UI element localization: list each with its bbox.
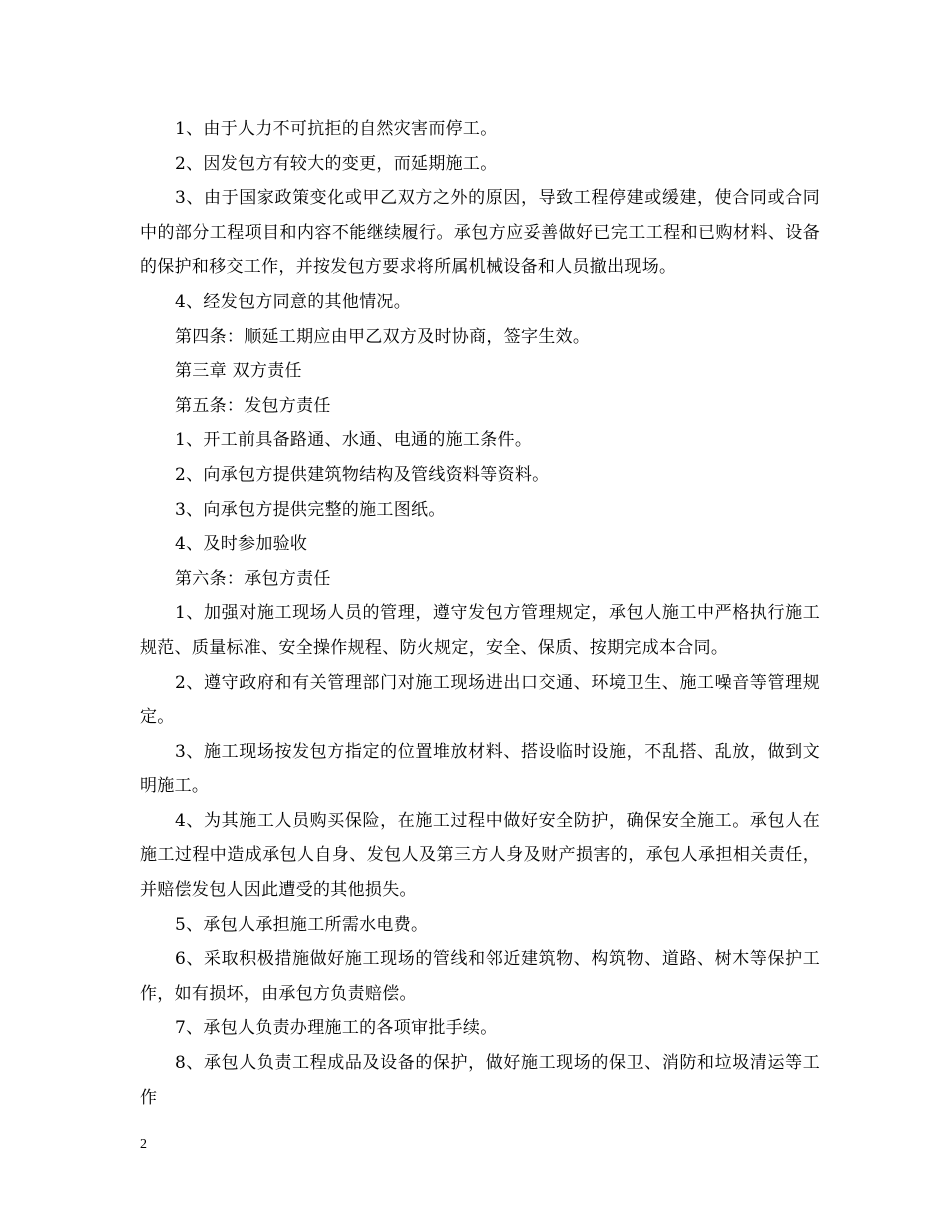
document-body — [140, 112, 820, 1115]
page-number: 2 — [140, 1137, 147, 1152]
paragraph: 8、承包人负责工程成品及设备的保护，做好施工现场的保卫、消防和垃圾清运等工作 — [140, 1053, 820, 1108]
paragraph: 5、承包人承担施工所需水电费。 — [175, 914, 429, 935]
paragraph: 1、加强对施工现场人员的管理，遵守发包方管理规定，承包人施工中严格执行施工规范、质量标准、安全操作规程、防火规定，安全、保质、按期完成本合同。 — [140, 603, 820, 658]
paragraph: 2、因发包方有较大的变更，而延期施工。 — [175, 153, 498, 174]
paragraph: 2、遵守政府和有关管理部门对施工现场进出口交通、环境卫生、施工噪音等管理规定。 — [140, 672, 820, 728]
paragraph: 6、采取积极措施做好施工现场的管线和邻近建筑物、构筑物、道路、树木等保护工作，如有损坏，由承包方负责赔偿。 — [140, 949, 820, 1004]
paragraph: 3、向承包方提供完整的施工图纸。 — [175, 499, 446, 520]
paragraph: 第四条：顺延工期应由甲乙双方及时协商，签字生效。 — [175, 326, 591, 347]
paragraph: 3、由于国家政策变化或甲乙双方之外的原因，导致工程停建或缓建，使合同或合同中的部分工程项目和内容不能继续履行。承包方应妥善做好已完工工程和已购材料、设备的保护和移交工作，并按发包方要求将所属机械设备和人员撤出现场。 — [140, 188, 820, 278]
paragraph: 2、向承包方提供建筑物结构及管线资料等资料。 — [175, 464, 550, 485]
paragraph: 4、及时参加验收 — [175, 534, 308, 555]
chapter-heading: 第三章 双方责任 — [175, 361, 302, 382]
paragraph: 4、经发包方同意的其他情况。 — [175, 291, 412, 312]
paragraph: 4、为其施工人员购买保险，在施工过程中做好安全防护，确保安全施工。承包人在施工过程中造成承包人自身、发包人及第三方人身及财产损害的，承包人承担相关责任，并赔偿发包人因此遭受的其他损失。 — [140, 810, 820, 901]
article-heading: 第五条：发包方责任 — [175, 395, 331, 416]
paragraph: 1、由于人力不可抗拒的自然灾害而停工。 — [175, 119, 498, 139]
paragraph: 3、施工现场按发包方指定的位置堆放材料、搭设临时设施，不乱搭、乱放，做到文明施工。 — [140, 741, 820, 797]
paragraph: 1、开工前具备路通、水通、电通的施工条件。 — [175, 430, 533, 451]
article-heading: 第六条：承包方责任 — [175, 568, 331, 589]
paragraph: 7、承包人负责办理施工的各项审批手续。 — [175, 1018, 498, 1039]
